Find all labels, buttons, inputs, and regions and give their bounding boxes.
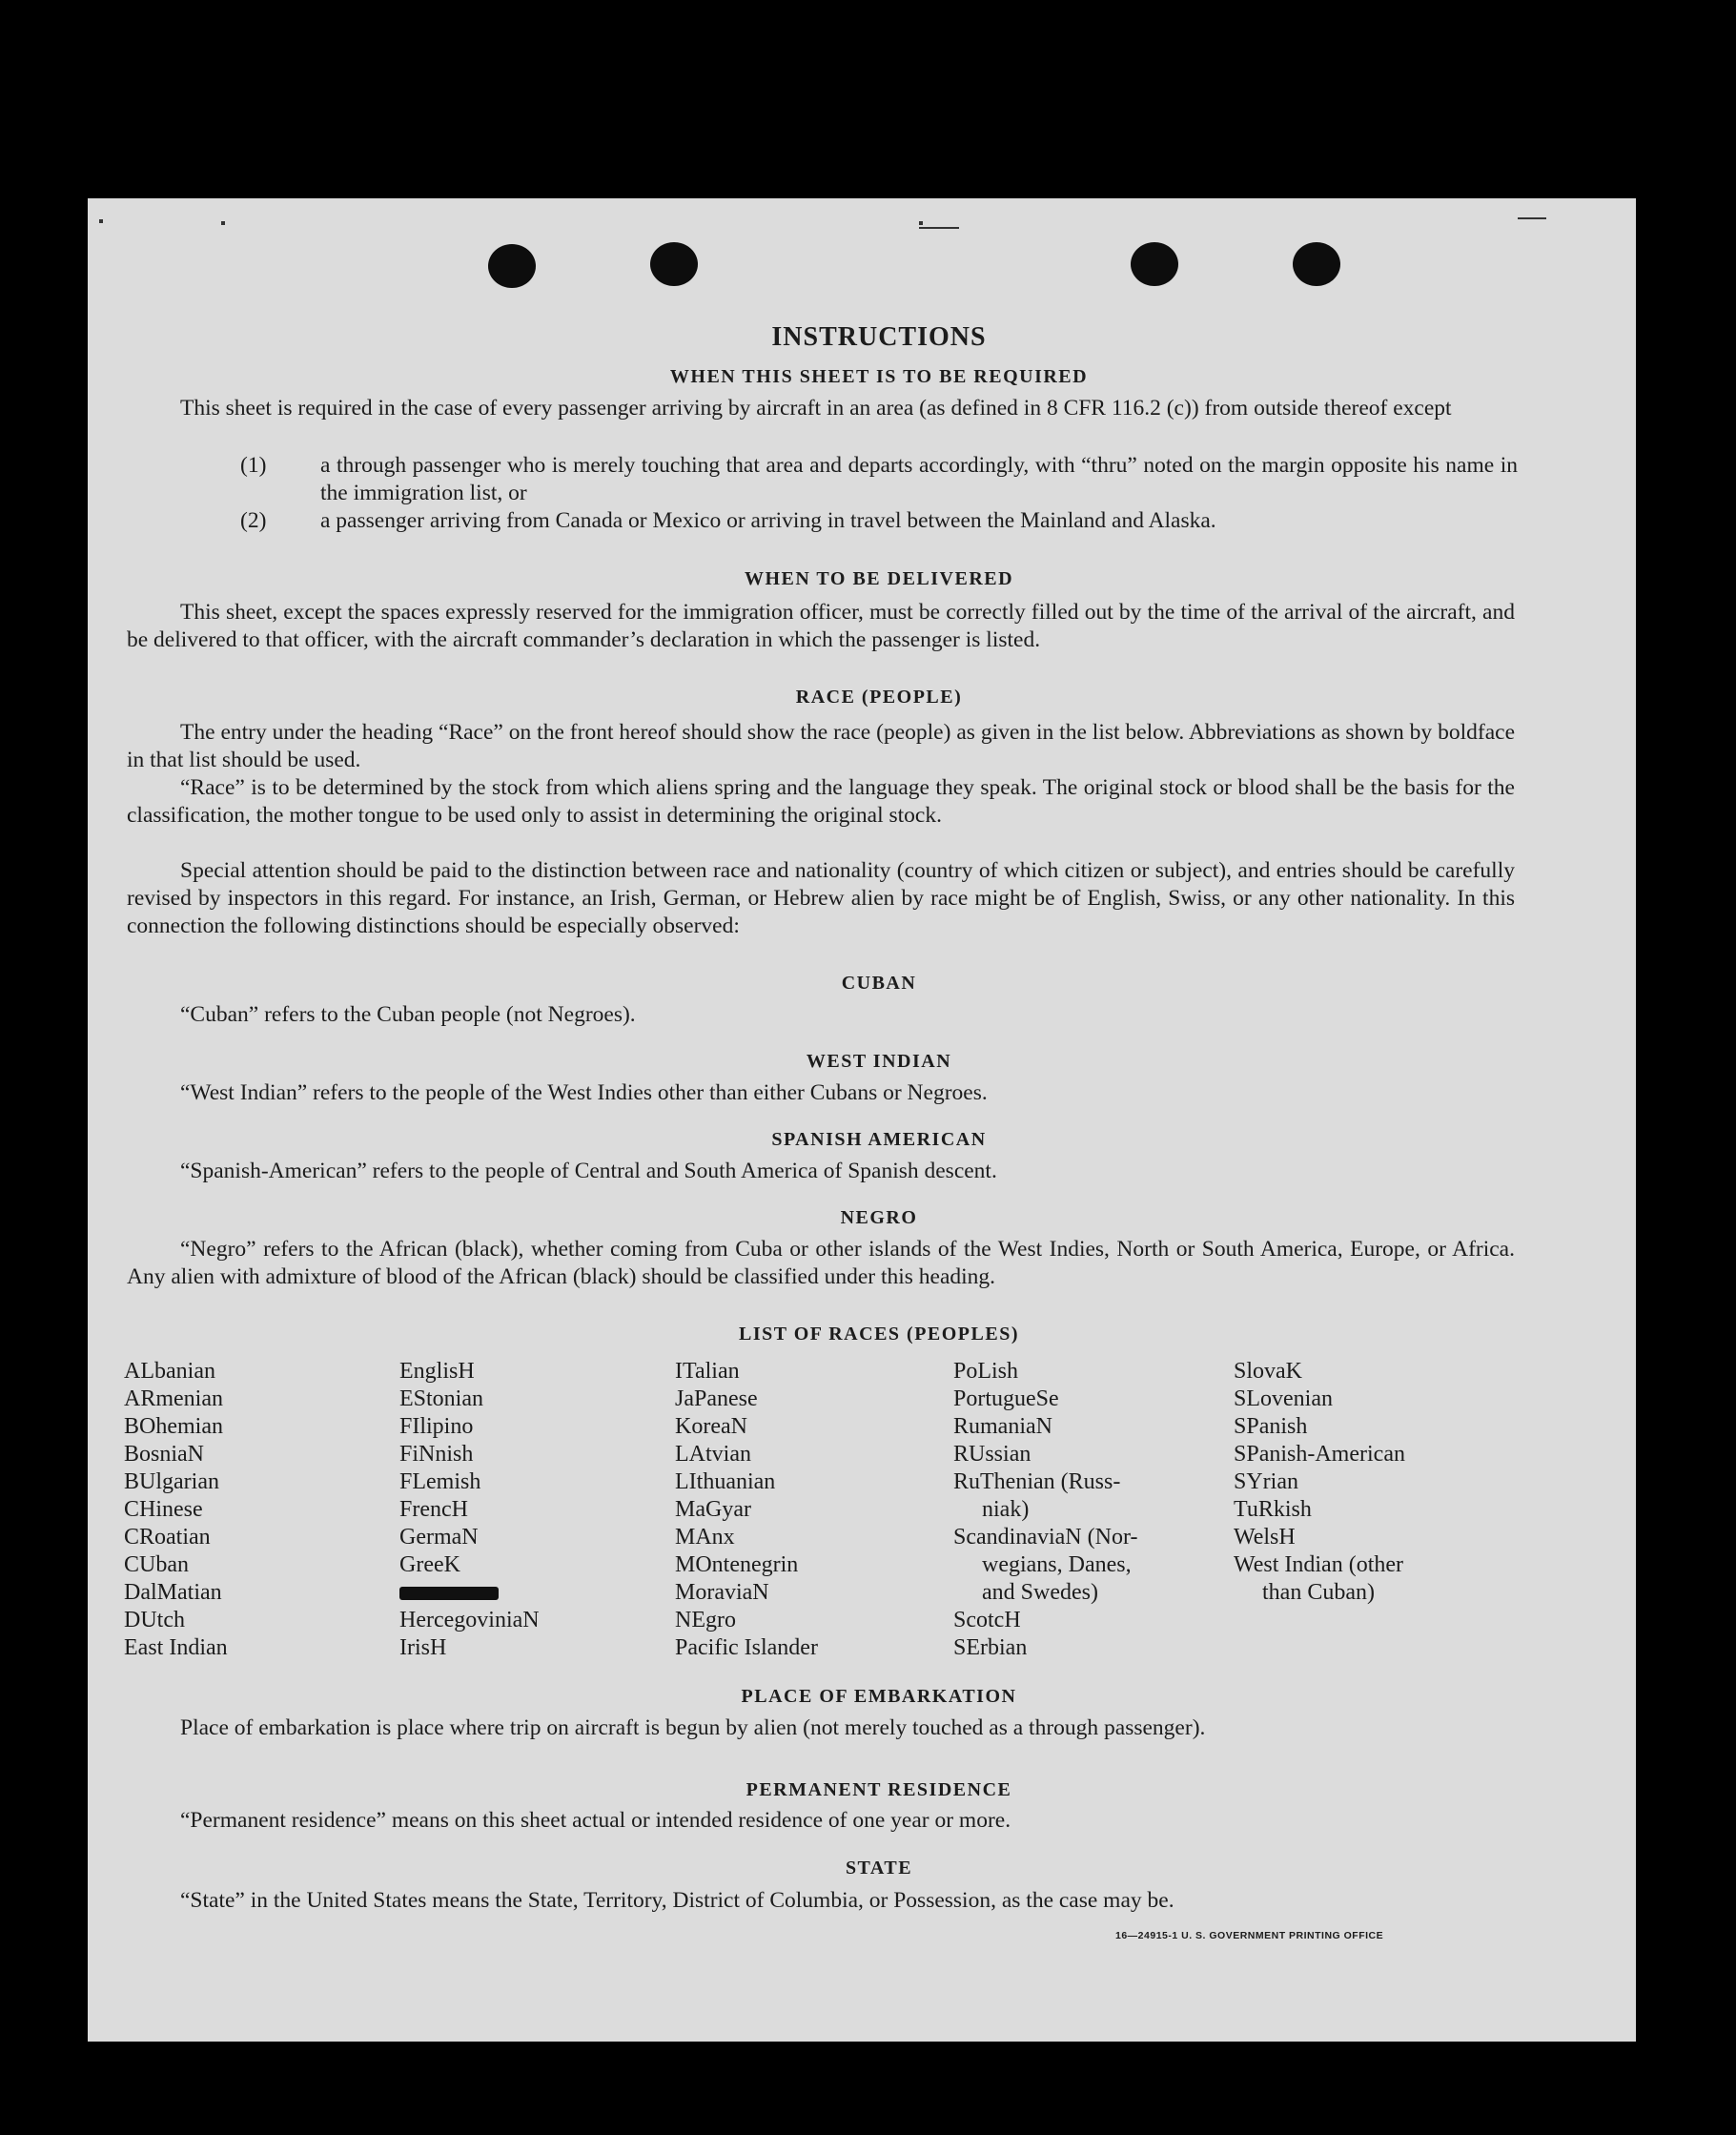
section-title-west-indian: WEST INDIAN bbox=[806, 1051, 952, 1072]
race-list bbox=[124, 197, 1583, 512]
race-paragraph-2: “Race” is to be determined by the stock from which aliens spring and the language they speak. The original stock or blood shall be the basis for the classification, the mother tongue to be used only to assist in determining the original stock. bbox=[127, 775, 1515, 828]
permanent-residence-text: “Permanent residence” means on this sheet actual or intended residence of one year or more. bbox=[180, 1808, 1011, 1833]
race-entry: SPanish bbox=[1234, 1414, 1308, 1439]
race-entry: BUlgarian bbox=[124, 1469, 219, 1494]
race-entry: RUssian bbox=[953, 1442, 1031, 1467]
instruction-sheet bbox=[88, 198, 1636, 2042]
redacted-entry bbox=[399, 1579, 540, 1607]
race-entry: LAtvian bbox=[675, 1442, 751, 1467]
ink-blot bbox=[399, 1587, 499, 1600]
race-entry: NEgro bbox=[675, 1608, 736, 1632]
race-entry-continued: niak) bbox=[982, 1497, 1030, 1522]
negro-text: “Negro” refers to the African (black), whether coming from Cuba or other islands of the West Indies, North or South America, Europe, or Africa. Any alien with admixture of blood of the African (black) should be classified under this heading. bbox=[127, 1237, 1515, 1289]
race-entry: CRoatian bbox=[124, 1525, 211, 1550]
printer-imprint: 16—24915-1 U. S. GOVERNMENT PRINTING OFFICE bbox=[1115, 1930, 1384, 1941]
race-entry: BOhemian bbox=[124, 1414, 223, 1439]
race-entry: CHinese bbox=[124, 1497, 203, 1522]
race-entry: JaPanese bbox=[675, 1386, 758, 1411]
race-entry: FLemish bbox=[399, 1469, 481, 1494]
race-column-1 bbox=[124, 1358, 228, 1662]
race-entry: WelsH bbox=[1234, 1525, 1296, 1550]
race-column-5 bbox=[1234, 1358, 1405, 1607]
section-title-when-required: WHEN THIS SHEET IS TO BE REQUIRED bbox=[669, 366, 1089, 387]
when-delivered-text: This sheet, except the spaces expressly reserved for the immigration officer, must be correctly filled out by the time of the arrival of the aircraft, and be delivered to that officer, with the aircraft commander’s declaration in which the passenger is listed. bbox=[127, 600, 1515, 652]
race-entry: FIlipino bbox=[399, 1414, 474, 1439]
race-entry-continued: than Cuban) bbox=[1262, 1580, 1375, 1605]
speck bbox=[99, 219, 103, 223]
embarkation-text: Place of embarkation is place where trip on aircraft is begun by alien (not merely touched as a through passenger). bbox=[180, 1715, 1206, 1740]
race-entry: West Indian (other bbox=[1234, 1552, 1404, 1577]
race-entry-continued: and Swedes) bbox=[982, 1580, 1098, 1605]
west-indian-text: “West Indian” refers to the people of the West Indies other than either Cubans or Negroes. bbox=[180, 1080, 988, 1105]
state-text: “State” in the United States means the State, Territory, District of Columbia, or Possession, as the case may be. bbox=[180, 1888, 1174, 1913]
race-column-4 bbox=[953, 1358, 1137, 1662]
spanish-american-text: “Spanish-American” refers to the people of Central and South America of Spanish descent. bbox=[180, 1159, 997, 1183]
section-title-race: RACE (PEOPLE) bbox=[795, 687, 963, 708]
race-entry: ScandinaviaN (Nor- bbox=[953, 1525, 1138, 1550]
race-entry: KoreaN bbox=[675, 1414, 747, 1439]
section-title-cuban: CUBAN bbox=[841, 973, 917, 994]
race-entry: MoraviaN bbox=[675, 1580, 769, 1605]
race-entry: MOntenegrin bbox=[675, 1552, 799, 1577]
race-entry: DUtch bbox=[124, 1608, 185, 1632]
exception-text: a through passenger who is merely touching that area and departs accordingly, with “thru” noted on the margin opposite his name in the immigration list, or bbox=[320, 453, 1518, 505]
race-entry: ARmenian bbox=[124, 1386, 223, 1411]
exception-text: a passenger arriving from Canada or Mexico or arriving in travel between the Mainland and Alaska. bbox=[320, 508, 1216, 533]
section-title-embarkation: PLACE OF EMBARKATION bbox=[741, 1686, 1017, 1707]
race-entry: Pacific Islander bbox=[675, 1635, 818, 1660]
section-title-negro: NEGRO bbox=[840, 1207, 918, 1228]
race-entry: East Indian bbox=[124, 1635, 228, 1660]
section-title-state: STATE bbox=[845, 1858, 913, 1878]
race-entry: TuRkish bbox=[1234, 1497, 1312, 1522]
race-column-2 bbox=[399, 1358, 540, 1662]
cuban-text: “Cuban” refers to the Cuban people (not Negroes). bbox=[180, 1002, 636, 1027]
race-column-3 bbox=[675, 1358, 818, 1662]
race-entry: PortugueSe bbox=[953, 1386, 1059, 1411]
exception-number: (1) bbox=[240, 453, 267, 478]
race-entry: DalMatian bbox=[124, 1580, 222, 1605]
race-entry: SYrian bbox=[1234, 1469, 1298, 1494]
race-entry: ScotcH bbox=[953, 1608, 1021, 1632]
race-entry: LIthuanian bbox=[675, 1469, 776, 1494]
exception-number: (2) bbox=[240, 508, 267, 533]
race-entry: MaGyar bbox=[675, 1497, 751, 1522]
race-entry: GermaN bbox=[399, 1525, 479, 1550]
race-entry: RuThenian (Russ- bbox=[953, 1469, 1121, 1494]
section-title-when-delivered: WHEN TO BE DELIVERED bbox=[744, 568, 1014, 589]
race-entry: MAnx bbox=[675, 1525, 735, 1550]
race-entry: SlovaK bbox=[1234, 1359, 1302, 1384]
race-entry: SPanish-American bbox=[1234, 1442, 1405, 1467]
race-entry: IrisH bbox=[399, 1635, 447, 1660]
section-title-spanish-american: SPANISH AMERICAN bbox=[771, 1129, 987, 1150]
race-entry: ITalian bbox=[675, 1359, 740, 1384]
when-required-text: This sheet is required in the case of every passenger arriving by aircraft in an area (as defined in 8 CFR 116.2 (c)) from outside thereof except bbox=[180, 396, 1452, 421]
race-entry: BosniaN bbox=[124, 1442, 204, 1467]
race-entry-continued: wegians, Danes, bbox=[982, 1552, 1132, 1577]
page-title: INSTRUCTIONS bbox=[771, 322, 987, 352]
race-entry: PoLish bbox=[953, 1359, 1019, 1384]
race-paragraph-1: The entry under the heading “Race” on the front hereof should show the race (people) as given in the list below. Abbreviations as shown by boldface in that list should be used. bbox=[127, 720, 1515, 772]
race-entry: GreeK bbox=[399, 1552, 460, 1577]
race-entry: SLovenian bbox=[1234, 1386, 1333, 1411]
race-paragraph-3: Special attention should be paid to the distinction between race and nationality (country of which citizen or subject), and entries should be carefully revised by inspectors in this regard. For instance, an Irish, German, or Hebrew alien by race might be of English, Swiss, or any other nationality. In this connection the following distinctions should be especially observed: bbox=[127, 858, 1515, 938]
race-entry: ALbanian bbox=[124, 1359, 215, 1384]
race-list-table bbox=[124, 1358, 1583, 1673]
race-entry: SErbian bbox=[953, 1635, 1028, 1660]
race-entry: EnglisH bbox=[399, 1359, 475, 1384]
race-entry: CUban bbox=[124, 1552, 189, 1577]
race-entry: EStonian bbox=[399, 1386, 483, 1411]
race-entry: HercegoviniaN bbox=[399, 1608, 540, 1632]
section-title-permanent-residence: PERMANENT RESIDENCE bbox=[745, 1779, 1012, 1800]
race-entry: FiNnish bbox=[399, 1442, 474, 1467]
race-entry: RumaniaN bbox=[953, 1414, 1052, 1439]
section-title-list-of-races: LIST OF RACES (PEOPLES) bbox=[738, 1324, 1019, 1345]
race-entry: FrencH bbox=[399, 1497, 468, 1522]
